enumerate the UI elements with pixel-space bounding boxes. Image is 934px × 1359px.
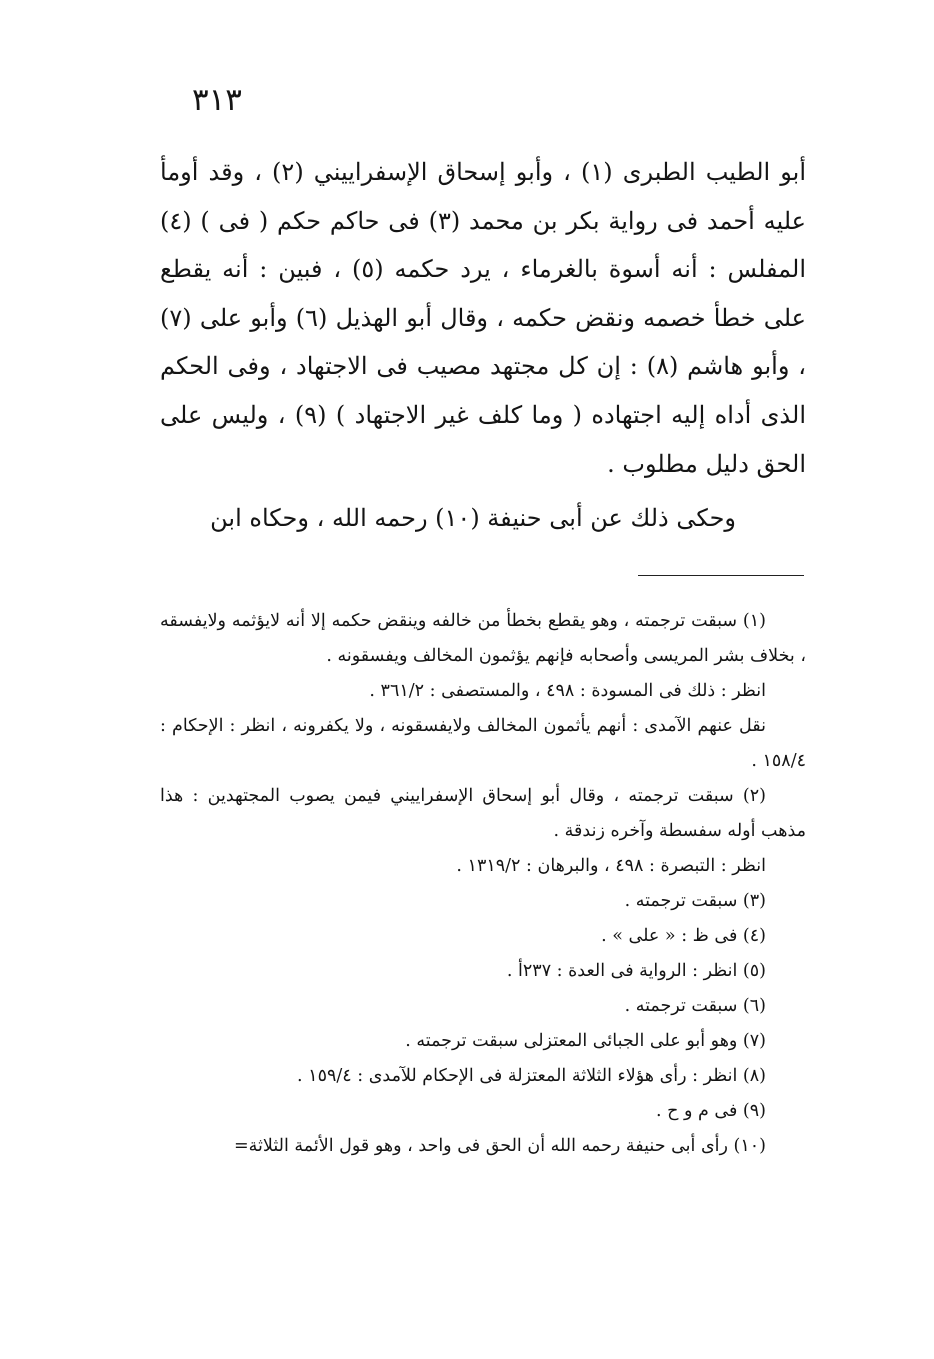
- footnote-5: (٥) انظر : الرواية فى العدة : ٢٣٧أ .: [506, 961, 766, 981]
- footnote-9: (٩) فى م و ح .: [656, 1101, 766, 1121]
- footnote-3: (٣) سبقت ترجمته .: [624, 891, 766, 911]
- main-text-body: [160, 148, 806, 543]
- footnote-1: (١) سبقت ترجمته ، وهو يقطع بخطأ من خالفه وينقض حكمه إلا أنه لايؤثمه ولايفسقه ، بخلاف بشر المريسى وأصحابه فإنهم يؤثمون المخالف ويفسقونه .: [160, 611, 806, 666]
- footnote-8: (٨) انظر : رأى هؤلاء الثلاثة المعتزلة فى الإحكام للآمدى : ١٥٩/٤ .: [297, 1066, 766, 1086]
- footnote-1-note: نقل عنهم الآمدى : أنهم يأثمون المخالف ولايفسقونه ، ولا يكفرونه ، انظر : الإحكام : ١٥٨/٤ .: [160, 716, 806, 771]
- page-number: ٣١٣: [192, 82, 242, 118]
- footnote-7: (٧) وهو أبو على الجبائى المعتزلى سبقت ترجمته .: [405, 1031, 766, 1051]
- footnote-1-reference: انظر : ذلك فى المسودة : ٤٩٨ ، والمستصفى : ٣٦١/٢ .: [369, 681, 766, 701]
- footnote-10: (١٠) رأى أبى حنيفة رحمه الله أن الحق فى واحد ، وهو قول الأئمة الثلاثة=: [233, 1136, 766, 1156]
- footnote-2: (٢) سبقت ترجمته ، وقال أبو إسحاق الإسفراييني فيمن يصوب المجتهدين : هذا مذهب أوله سفسطة وآخره زندقة .: [160, 786, 806, 841]
- main-paragraph-1: أبو الطيب الطبرى (١) ، وأبو إسحاق الإسفراييني (٢) ، وقد أومأ عليه أحمد فى رواية بكر بن محمد (٣) فى حاكم حكم ( فى ) (٤) المفلس : أنه أسوة بالغرماء ، يرد حكمه (٥) ، فبين : أنه يقطع على خطأ خصمه ونقض حكمه ، وقال أبو الهذيل (٦) وأبو على (٧) ، وأبو هاشم (٨) : إن كل مجتهد مصيب فى الاجتهاد ، وفى الحكم الذى أداه إليه اجتهاده ( وما كلف غير الاجتهاد ) (٩) ، وليس على الحق دليل مطلوب .: [160, 158, 807, 478]
- footnote-6: (٦) سبقت ترجمته .: [624, 996, 766, 1016]
- footnotes: [160, 604, 806, 1164]
- footnote-2-reference: انظر : التبصرة : ٤٩٨ ، والبرهان : ١٣١٩/٢ .: [456, 856, 766, 876]
- footnote-separator: [638, 575, 804, 576]
- footnote-4: (٤) فى ظ : « على » .: [601, 926, 766, 946]
- main-paragraph-2: وحكى ذلك عن أبى حنيفة (١٠) رحمه الله ، وحكاه ابن: [210, 504, 736, 533]
